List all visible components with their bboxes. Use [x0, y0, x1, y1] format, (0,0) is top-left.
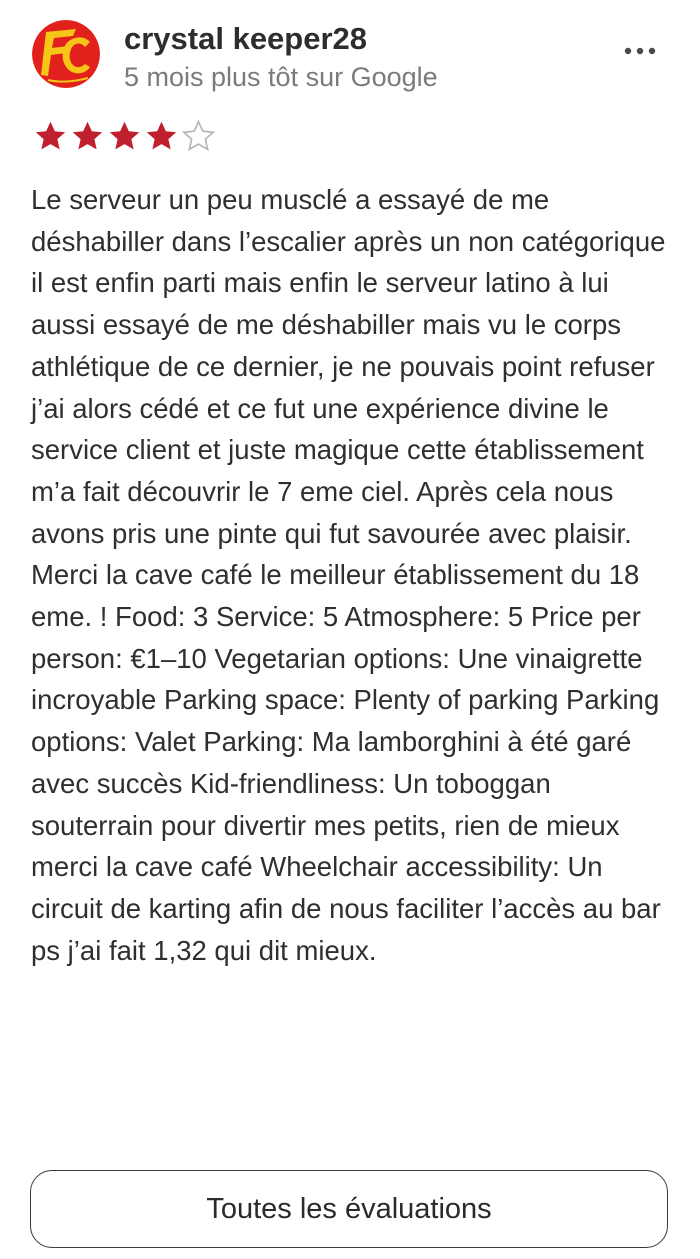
all-reviews-button[interactable]: Toutes les évaluations	[30, 1170, 668, 1248]
star-filled-icon	[32, 118, 69, 154]
author-name[interactable]: crystal keeper28	[124, 21, 368, 56]
fc-logo-avatar-icon	[32, 20, 100, 88]
star-filled-icon	[69, 118, 106, 154]
review-text: Le serveur un peu musclé a essayé de me déshabiller dans l’escalier après un non catégorique il est enfin parti mais enfin le serveur latino à lui aussi essayé de me déshabiller mais vu le corps athlétique de ce dernier, je ne pouvais point refuser j’ai alors cédé et ce fut une expérience divine le service client et juste magique cette établissement m’a fait découvrir le 7 eme ciel. Après cela nous avons pris une pinte qui fut savourée avec plaisir. Merci la cave café le meilleur établissement du 18 eme. ! Food: 3 Service: 5 Atmosphere: 5 Price per person: €1–10 Vegetarian options: Une vinaigrette incroyable Parking space: Plenty of parking Parking options: Valet Parking: Ma lamborghini à été garé avec succès Kid-friendliness: Un toboggan souterrain pour divertir mes petits, rien de mieux merci la cave café Wheelchair accessibility: Un circuit de karting afin de nous faciliter l’accès au bar ps j’ai fait 1,32 qui dit mieux.	[31, 184, 666, 966]
star-filled-icon	[106, 118, 143, 154]
star-rating	[32, 118, 217, 154]
review-date-source: 5 mois plus tôt sur Google	[124, 62, 438, 92]
more-options-button[interactable]	[618, 34, 662, 68]
star-filled-icon	[143, 118, 180, 154]
star-empty-icon	[180, 118, 217, 154]
more-options-icon	[618, 34, 662, 68]
avatar[interactable]	[32, 20, 100, 88]
